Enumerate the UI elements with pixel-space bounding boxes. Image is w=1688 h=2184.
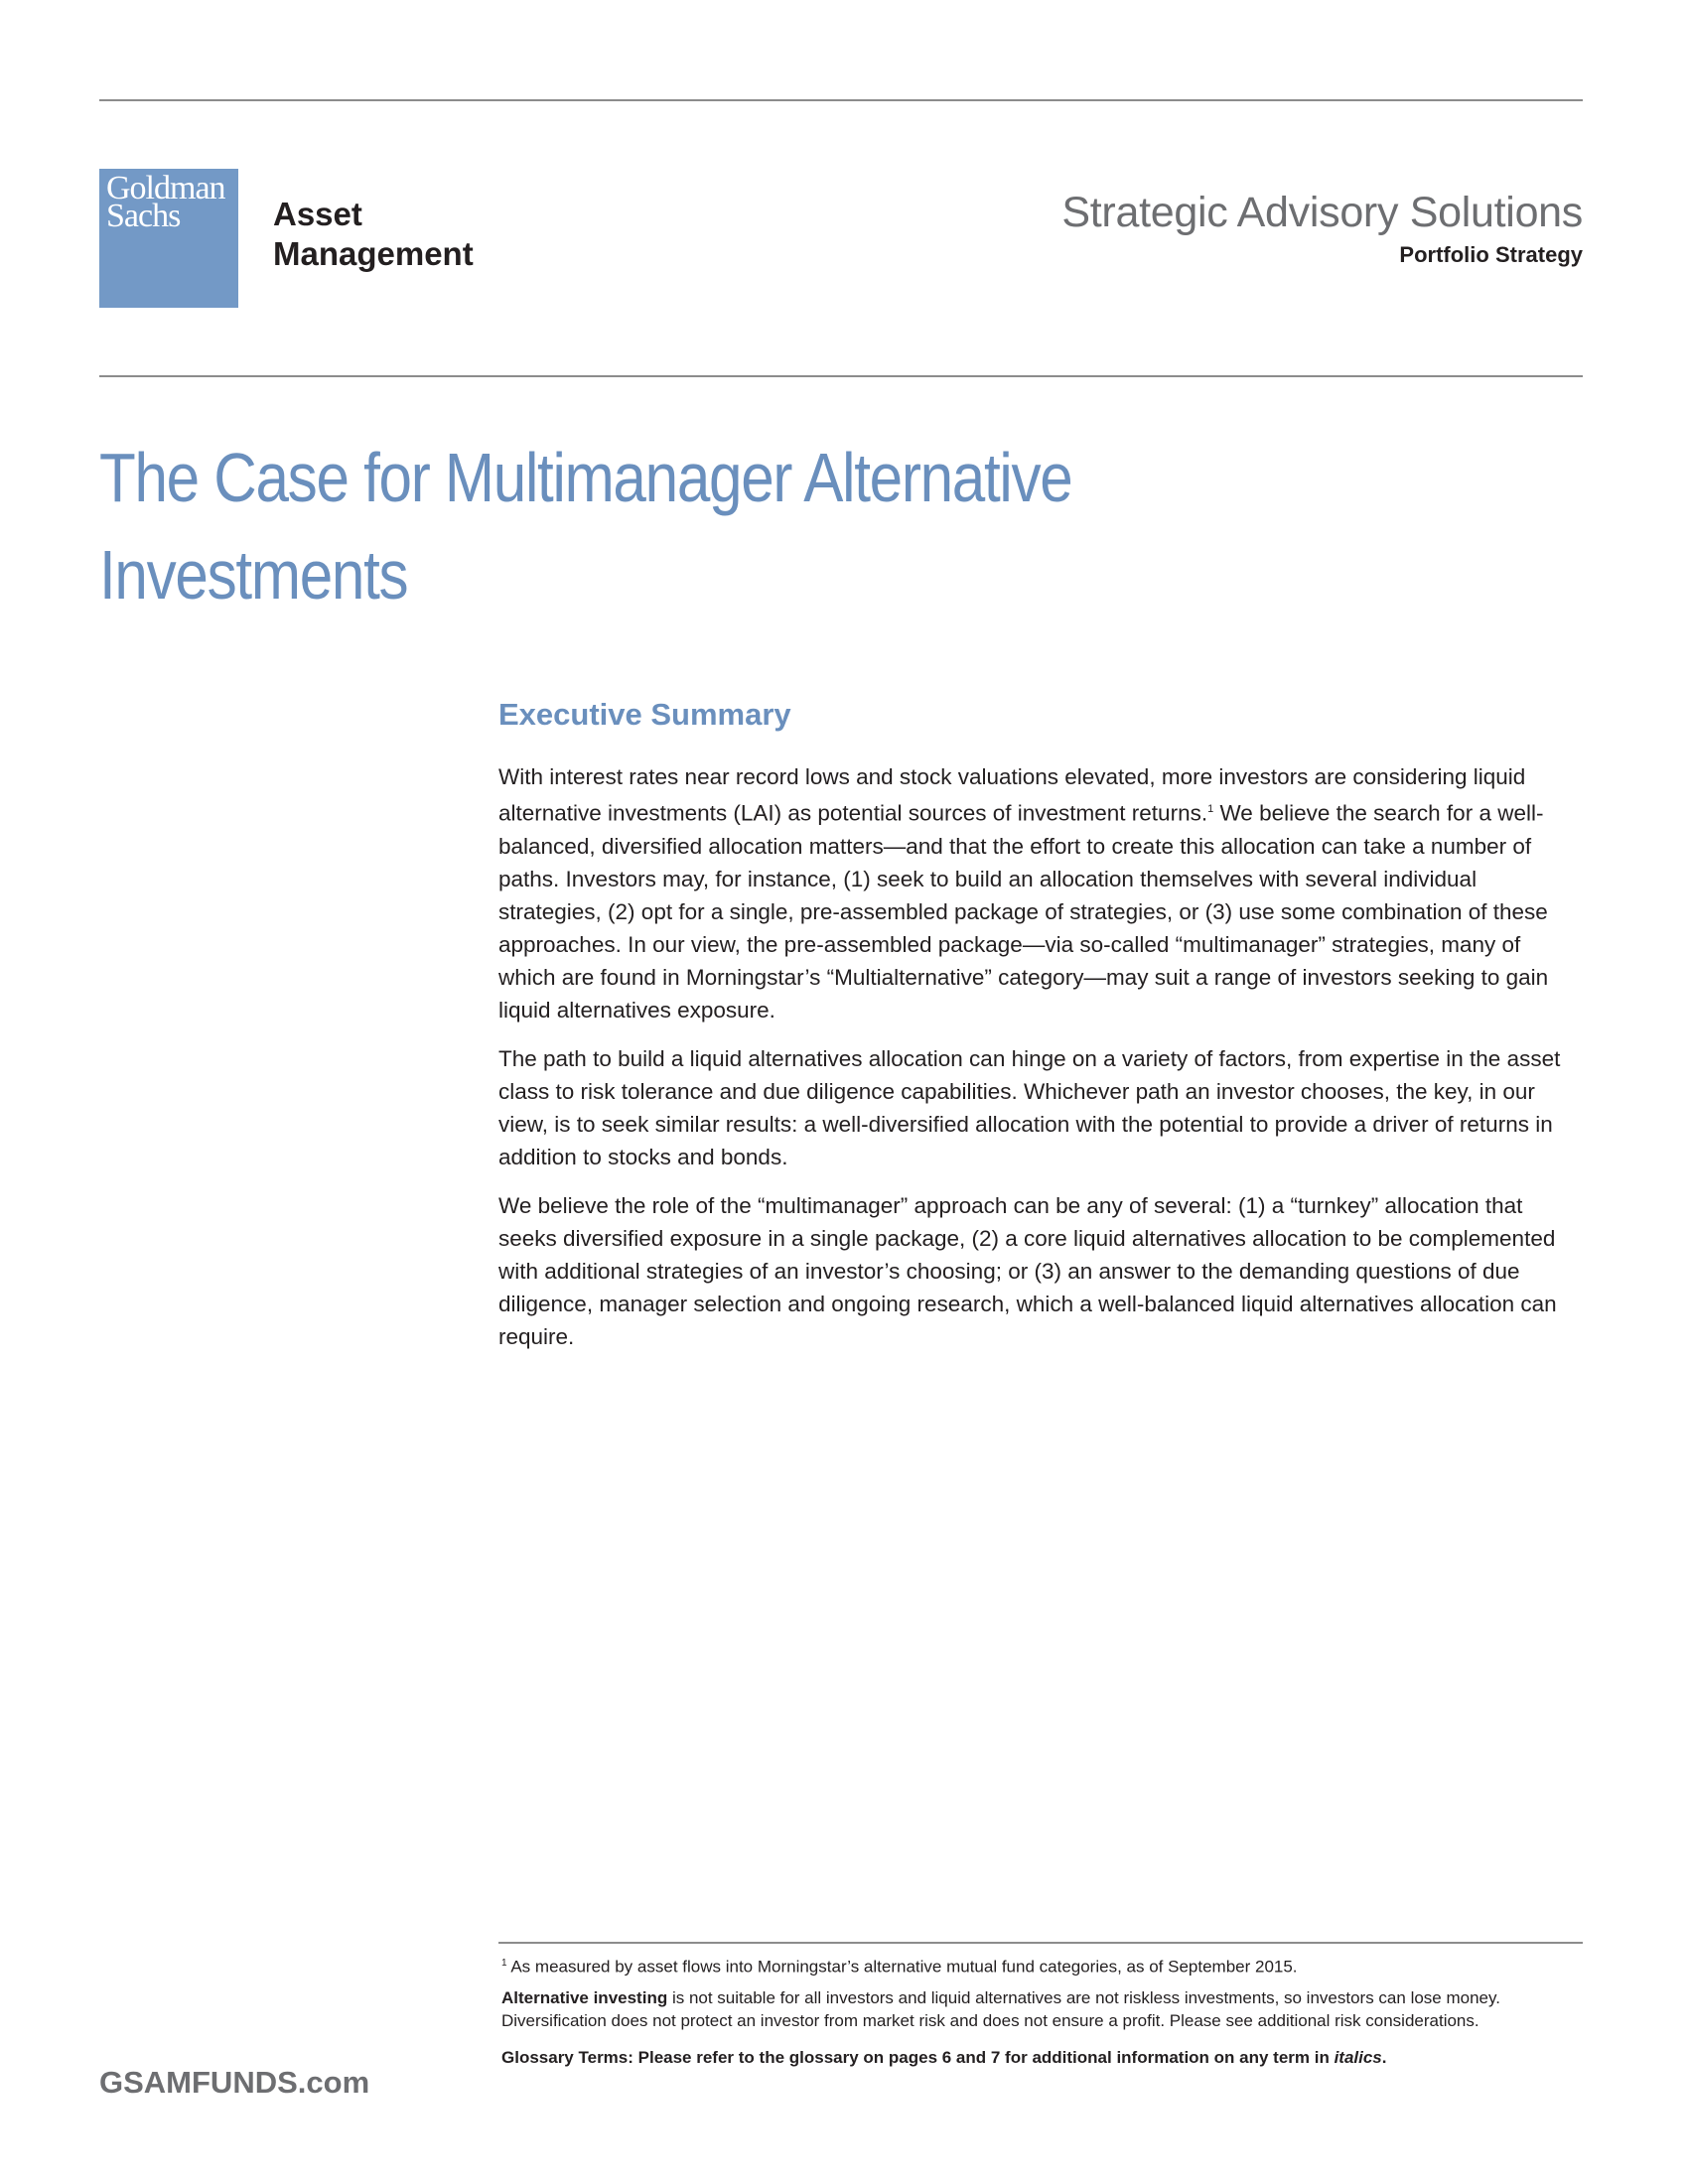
disclaimer-text: is not suitable for all investors and liquid alternatives are not riskless investments, so investors can lose money. Diversification does not protect an investor from market risk and does not ensure a profit. Please see additional risk considerations. (501, 1987, 1500, 2030)
header-right (1061, 187, 1583, 268)
paragraph-1-start: With interest rates near record lows and stock valuations elevated, more investors are considering liquid alternative investments (LAI) as potential sources of investment returns. (498, 764, 1526, 826)
website-link[interactable]: GSAMFUNDS.com (99, 2065, 370, 2100)
footnote-ref: 1 (1207, 803, 1214, 815)
footnote-divider (498, 1942, 1583, 1944)
section-heading: Executive Summary (498, 697, 791, 732)
brand-name (273, 195, 474, 274)
disclaimer (501, 1986, 1584, 2032)
division-title: Strategic Advisory Solutions (1061, 189, 1583, 236)
footnote-number: 1 (501, 1958, 507, 1969)
brand-line-2: Management (273, 235, 474, 272)
header-divider (99, 375, 1583, 377)
paragraph-1-end: We believe the search for a well-balanced, diversified allocation matters—and that the effort to create this allocation can take a number of paths. Investors may, for instance, (1) seek to build an allocation themselves with several individual strategies, (2) opt for a single, pre-assembled package of strategies, or (3) use some combination of these approaches. In our view, the pre-assembled package—via so-called “multimanager” strategies, many of which are found in Morningstar’s “Multialternative” category—may suit a range of investors seeking to gain liquid alternatives exposure. (498, 800, 1549, 1023)
top-divider (99, 99, 1583, 101)
footer-notes (501, 1952, 1584, 2077)
glossary-text: Glossary Terms: Please refer to the glossary on pages 6 and 7 for additional information on any term in (501, 2047, 1335, 2067)
executive-summary (498, 697, 1571, 1369)
paragraph-1 (498, 760, 1571, 1026)
glossary-note (501, 2046, 1584, 2069)
footnote (501, 1952, 1584, 1979)
paragraph-2: The path to build a liquid alternatives allocation can hinge on a variety of factors, from expertise in the asset class to risk tolerance and due diligence capabilities. Whichever path an investor chooses, the key, in our view, is to seek similar results: a well-diversified allocation with the potential to provide a driver of returns in addition to stocks and bonds. (498, 1045, 1561, 1169)
brand-line-1: Asset (273, 196, 362, 232)
goldman-sachs-logo (99, 169, 238, 308)
footnote-text: As measured by asset flows into Morningstar’s alternative mutual fund categories, as of September 2015. (506, 1957, 1298, 1977)
glossary-italic: italics (1334, 2047, 1382, 2067)
logo-line-1: Goldman (106, 170, 225, 206)
document-title: The Case for Multimanager Alternative Investments (99, 439, 1072, 614)
logo-line-2: Sachs (106, 198, 181, 234)
disclaimer-bold: Alternative investing (501, 1987, 668, 2007)
glossary-end: . (1381, 2047, 1387, 2067)
paragraph-3: We believe the role of the “multimanager” approach can be any of several: (1) a “turnkey” allocation that seeks diversified exposure in a single package, (2) a core liquid alternatives allocation to be complemented with additional strategies of an investor’s choosing; or (3) an answer to the demanding questions of due diligence, manager selection and ongoing research, which a well-balanced liquid alternatives allocation can require. (498, 1192, 1557, 1349)
subdivision-title: Portfolio Strategy (1399, 242, 1583, 267)
